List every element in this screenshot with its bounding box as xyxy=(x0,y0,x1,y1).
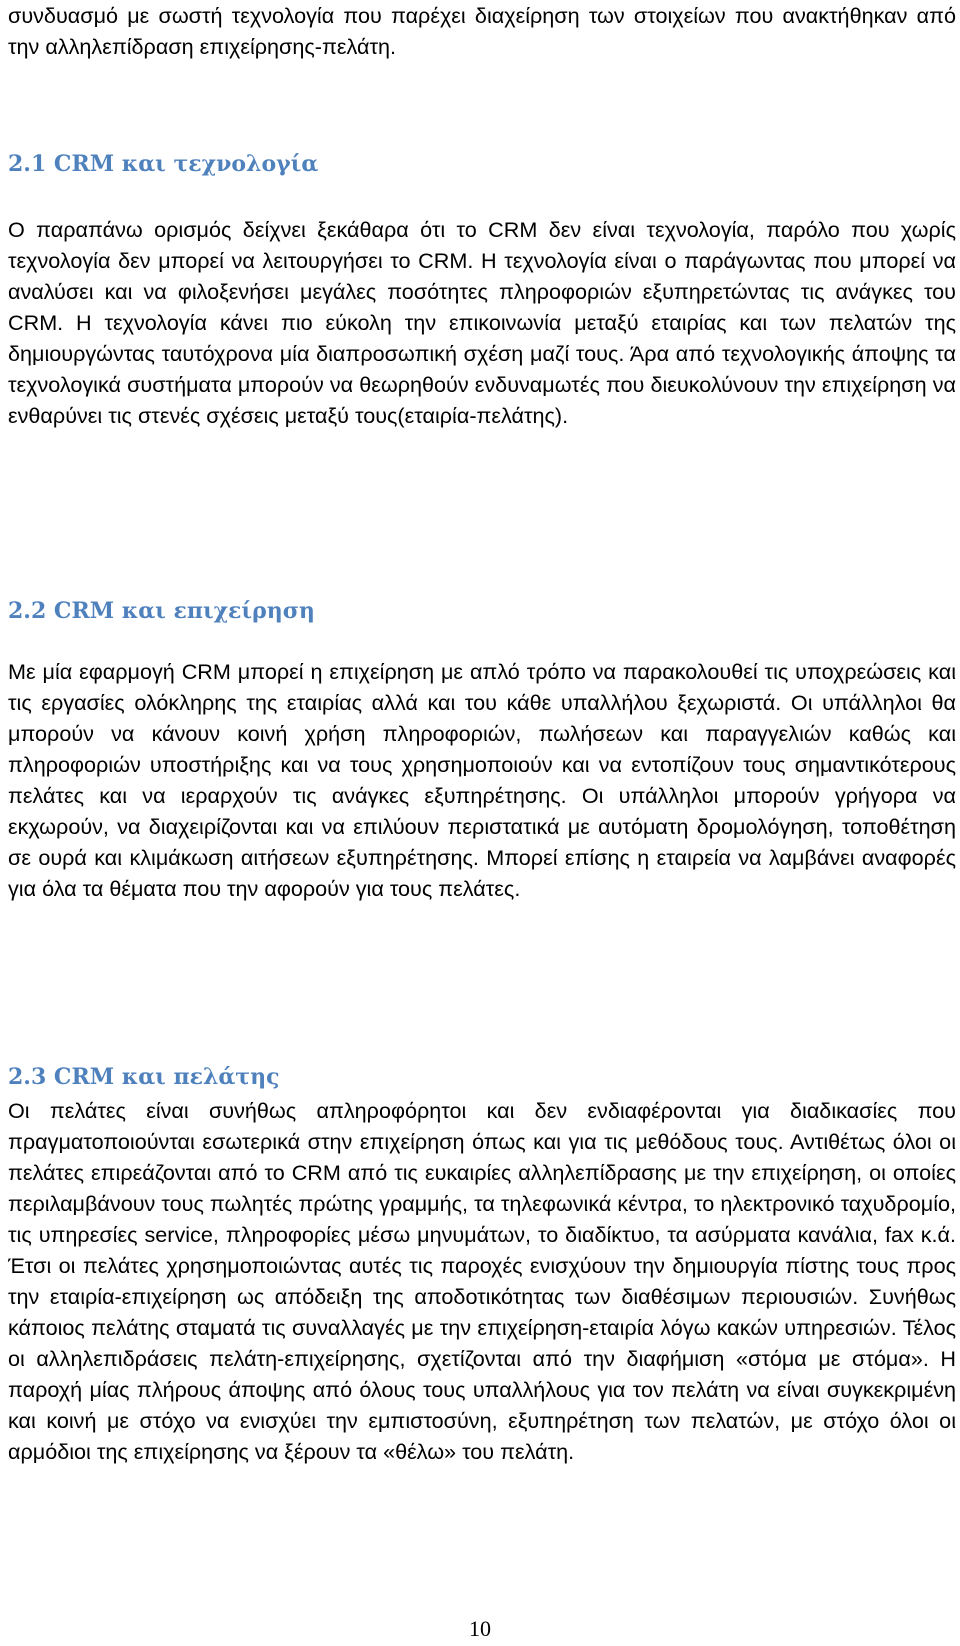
section-heading-2-3: 2.3 CRM και πελάτης xyxy=(8,1064,280,1090)
section-body-2-2: Με μία εφαρμογή CRM μπορεί η επιχείρηση με απλό τρόπο να παρακολουθεί τις υποχρεώσεις και τις εργασίες ολόκληρης της εταιρίας αλλά και του κάθε υπαλλήλου ξεχωριστά. Οι υπάλληλοι θα μπορούν να κάνουν κοινή χρήση πληροφοριών, πωλήσεων και παραγγελιών καθώς και πληροφοριών υποστήριξης και να τους χρησημοποιούν και να εντοπίζουν τους σημαντικότερους πελάτες και να ιεραρχούν τις ανάγκες εξυπηρέτησης. Οι υπάλληλοι μπορούν γρήγορα να εκχωρούν, να διαχειρίζονται και να επιλύουν περιστατικά με αυτόματη δρομολόγηση, τοποθέτηση σε ουρά και κλιμάκωση αιτήσεων εξυπηρέτησης. Μπορεί επίσης η εταιρεία να λαμβάνει αναφορές για όλα τα θέματα που την αφορούν για τους πελάτες. xyxy=(8,659,956,901)
section-body-2-3: Οι πελάτες είναι συνήθως απληροφόρητοι και δεν ενδιαφέρονται για διαδικασίες που πραγματοποιούνται εσωτερικά στην επιχείρηση όπως και για τις μεθόδους τους. Αντιθέτως όλοι οι πελάτες επιρεάζονται από το CRM από τις ευκαιρίες αλληλεπίδρασης με την επιχείρηση, οι οποίες περιλαμβάνουν τους πωλητές πρώτης γραμμής, τα τηλεφωνικά κέντρα, το ηλεκτρονικό ταχυδρομίο, τις υπηρεσίες service, πληροφορίες μέσω μηνυμάτων, το διαδίκτυο, τα ασύρματα κανάλια, fax κ.ά. Έτσι οι πελάτες χρησημοποιώντας αυτές τις παροχές ενισχύουν την δημιουργία πίστης τους προς την εταιρία-επιχείρηση ως απόδειξη της αποδοτικότητας των διαθέσιμων περιουσιών. Συνήθως κάποιος πελάτης σταματά τις συναλλαγές με την επιχείρηση-εταιρία λόγω κακών υπηρεσιών. Τέλος οι αλληλεπιδράσεις πελάτη-επιχείρησης, σχετίζονται από την διαφήμιση «στόμα με στόμα». Η παροχή μίας πλήρους άποψης από όλους τους υπαλλήλους για τον πελάτη να είναι συγκεκριμένη και κοινή με στόχο να ενισχύει την εμπιστοσύνη, εξυπηρέτηση των πελατών, με στόχο όλοι οι αρμόδιοι της επιχείρησης να ξέρουν τα «θέλω» του πελάτη. xyxy=(8,1098,956,1464)
page-number: 10 xyxy=(469,1616,491,1641)
intro-paragraph: συνδυασμό με σωστή τεχνολογία που παρέχει διαχείρηση των στοιχείων που ανακτήθηκαν από την αλληλεπίδραση επιχείρησης-πελάτη. xyxy=(8,3,956,59)
section-body-2-1: Ο παραπάνω ορισμός δείχνει ξεκάθαρα ότι το CRM δεν είναι τεχνολογία, παρόλο που χωρίς τεχνολογία δεν μπορεί να λειτουργήσει το CRM. Η τεχνολογία είναι ο παράγωντας που μπορεί να αναλύσει και να φιλοξενήσει μεγάλες ποσότητες πληροφοριών εξυπηρετώντας τις ανάγκες του CRM. Η τεχνολογία κάνει πιο εύκολη την επικοινωνία μεταξύ εταιρίας και των πελατών της δημιουργώντας ταυτόχρονα μία διαπροσωπική σχέση μαζί τους. Άρα από τεχνολογικής άποψης τα τεχνολογικά συστήματα μπορούν να θεωρηθούν ενδυναμωτές που διευκολύνουν την επιχείρηση να ενθαρύνει τις στενές σχέσεις μεταξύ τους(εταιρία-πελάτης). xyxy=(8,217,956,428)
section-heading-2-2: 2.2 CRM και επιχείρηση xyxy=(8,598,315,624)
section-heading-2-1: 2.1 CRM και τεχνολογία xyxy=(8,151,319,177)
